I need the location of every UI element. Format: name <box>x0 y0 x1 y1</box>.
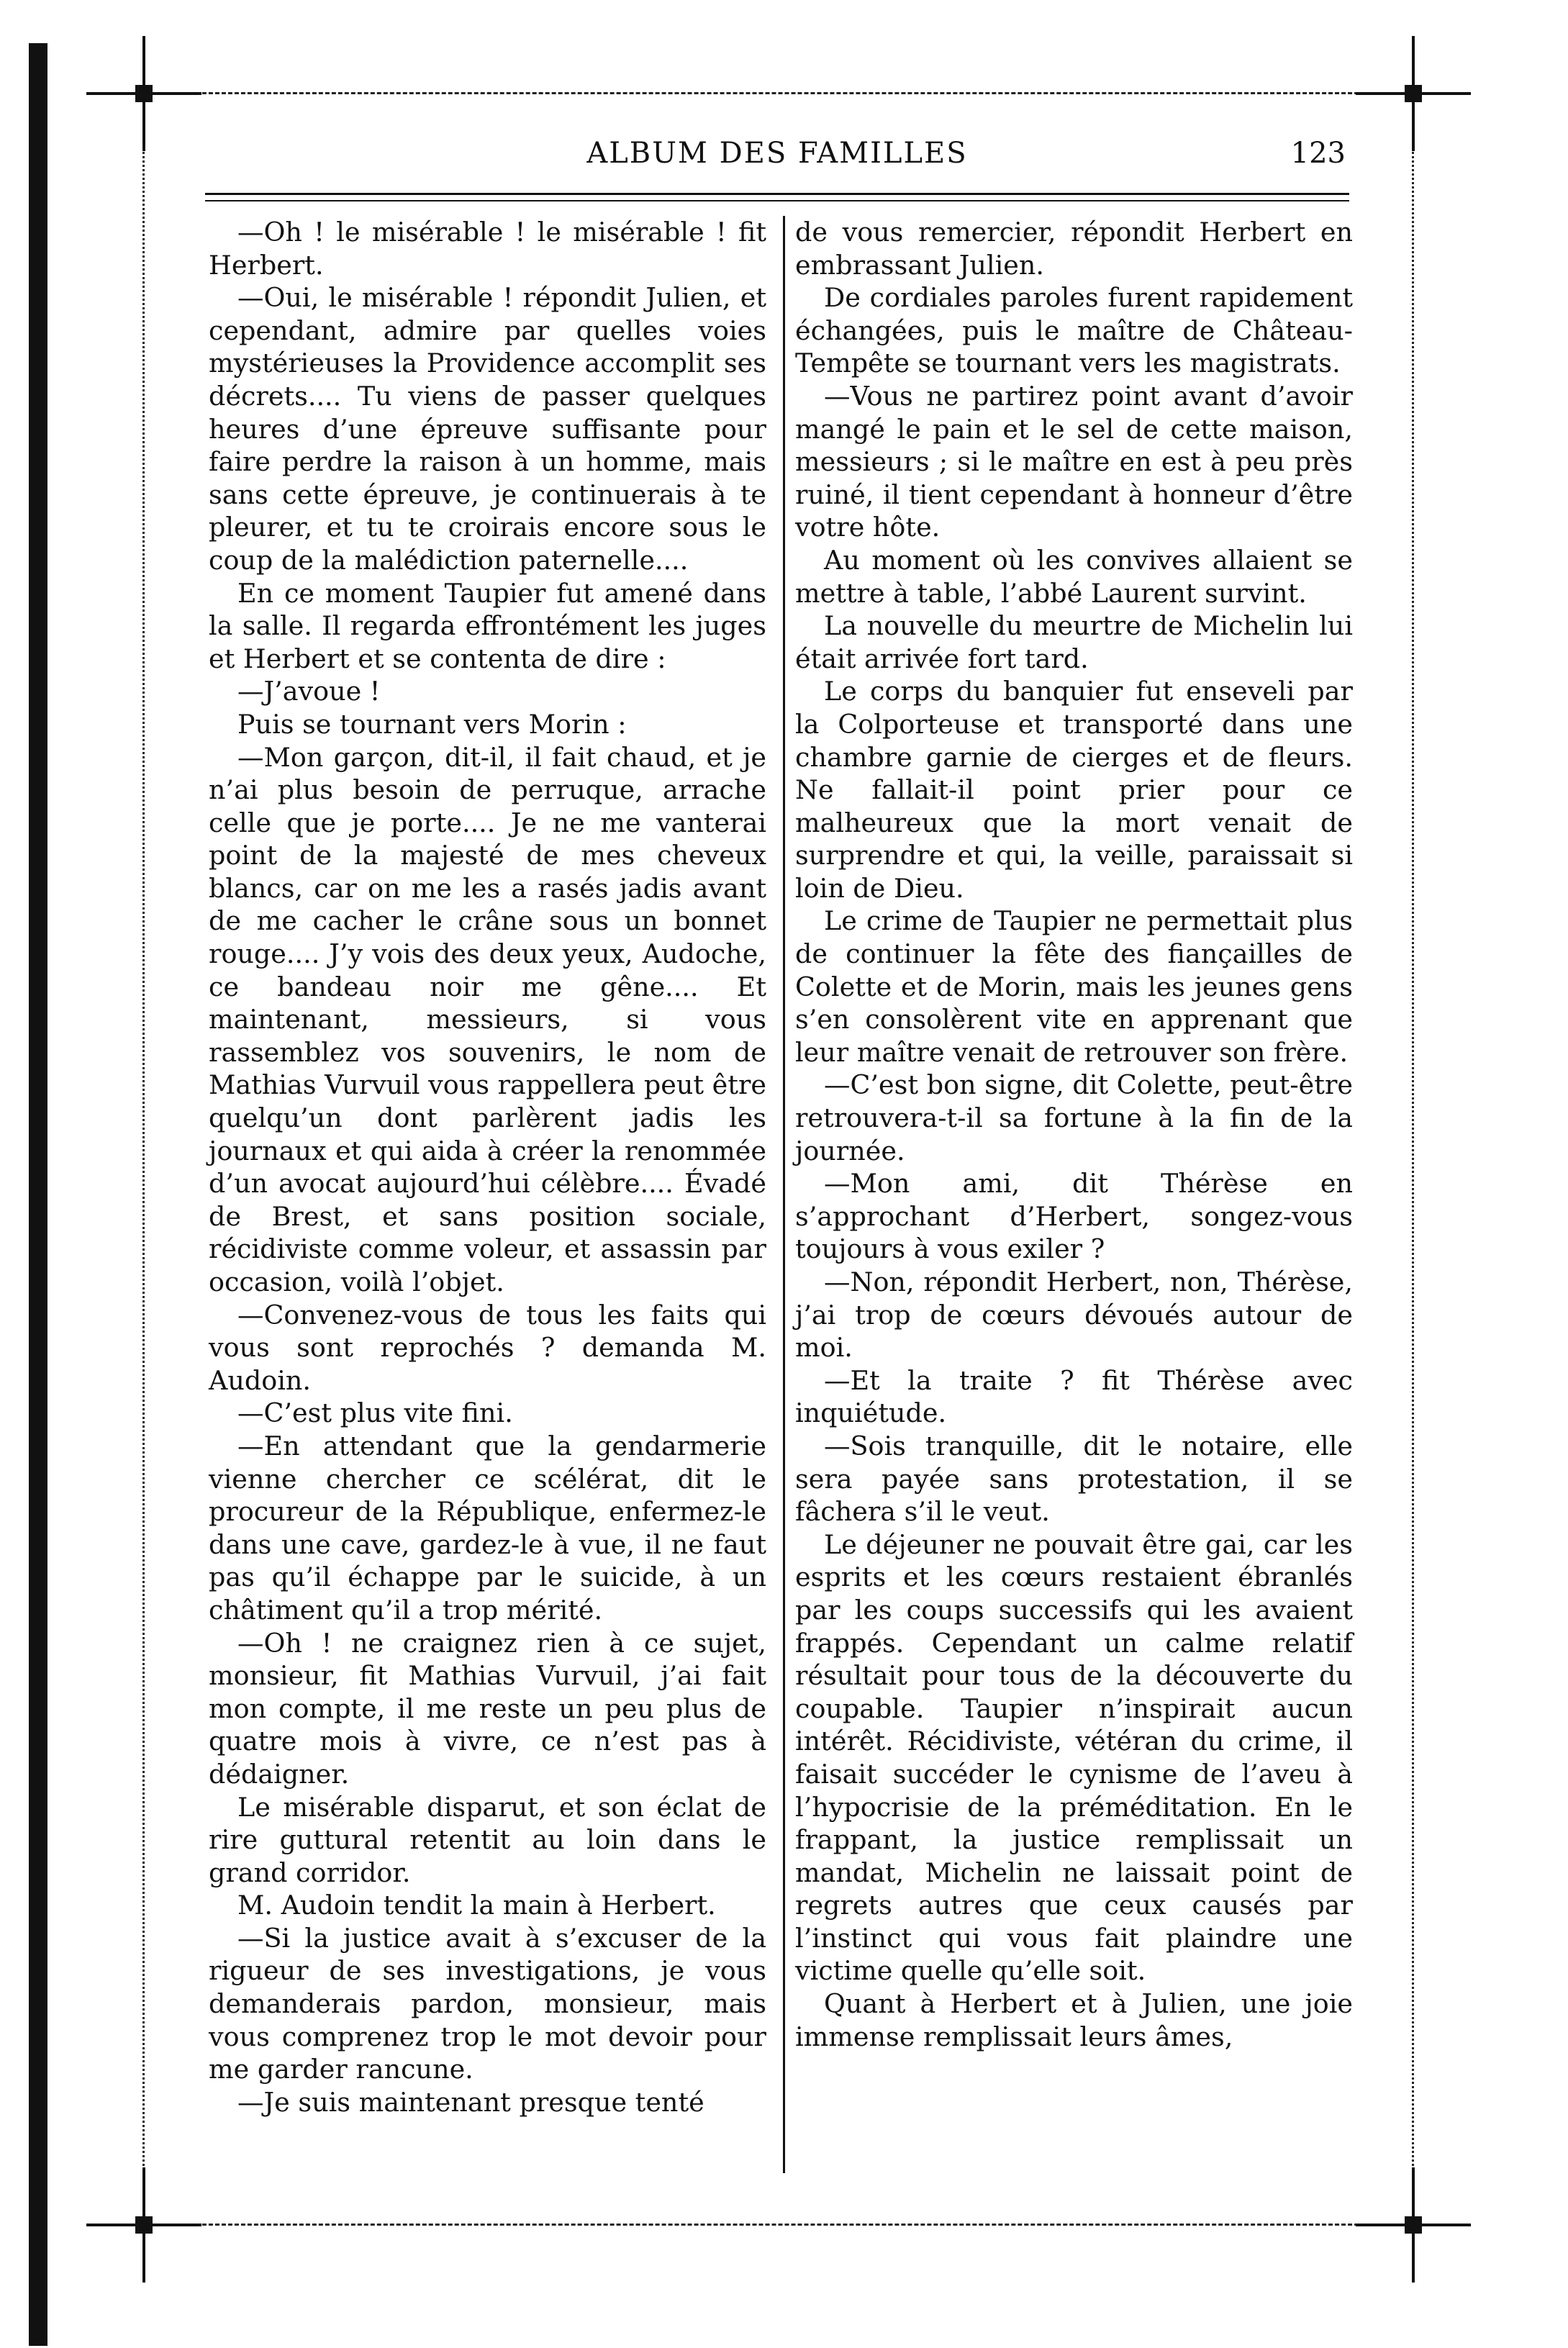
corner-ornament-icon <box>1399 2211 1428 2239</box>
paragraph: —Oui, le misérable ! répondit Julien, et cependant, admire par quelles voies mystérieuses la Providence accomplit ses décrets.... Tu viens de passer quelques heures d’une épreuve suffisante pour faire perdre la raison à un homme, mais sans cette épreuve, je continuerais à te pleurer, et tu te croirais encore sous le coup de la malédiction paternelle.... <box>209 282 766 576</box>
paragraph: —C’est plus vite fini. <box>237 1397 513 1429</box>
paragraph: De cordiales paroles furent rapidement échangées, puis le maître de Château-Tempête se tournant vers les magistrats. <box>795 282 1353 379</box>
paragraph: —Convenez-vous de tous les faits qui vous sont reprochés ? demanda M. Audoin. <box>209 1299 766 1396</box>
column-divider <box>783 216 785 2173</box>
paragraph: Le déjeuner ne pouvait être gai, car les esprits et les cœurs restaient ébranlés par les coups successifs qui les avaient frappés. Cependant un calme relatif résultait pour tous de la découverte du coupable. Taupier n’inspirait aucun intérêt. Récidiviste, vétéran du crime, il faisait succéder le cynisme de l’aveu à l’hypocrisie de la préméditation. En le frappant, la justice remplissait un mandat, Michelin ne laissait point de regrets autres que ceux causés par l’instinct qui vous fait plaindre une victime quelle qu’elle soit. <box>795 1528 1353 1987</box>
left-margin-bar <box>29 43 47 2346</box>
ornamental-border-bottom <box>144 2224 1410 2226</box>
paragraph: —Et la traite ? fit Thérèse avec inquiétude. <box>795 1364 1353 1429</box>
paragraph: Quant à Herbert et à Julien, une joie immense remplissait leurs âmes, <box>795 1988 1353 2052</box>
paragraph: —Oh ! ne craignez rien à ce sujet, monsieur, fit Mathias Vurvuil, j’ai fait mon compte, il me reste un peu plus de quatre mois à vivre, ce n’est pas à dédaigner. <box>209 1627 766 1790</box>
header-rule <box>205 193 1349 195</box>
running-header <box>209 137 1346 180</box>
paragraph: —Oh ! le misérable ! le misérable ! fit Herbert. <box>209 217 766 281</box>
paragraph: Le misérable disparut, et son éclat de rire guttural retentit au loin dans le grand corridor. <box>209 1791 766 1888</box>
paragraph: —Vous ne partirez point avant d’avoir mangé le pain et le sel de cette maison, messieurs ; si le maître en est à peu près ruiné, il tient cependant à honneur d’être votre hôte. <box>795 380 1353 543</box>
paragraph: Le crime de Taupier ne permettait plus de continuer la fête des fiançailles de Colette et de Morin, mais les jeunes gens s’en consolèrent vite en apprenant que leur maître venait de retrouver son frère. <box>795 905 1353 1068</box>
paragraph: —Non, répondit Herbert, non, Thérèse, j’ai trop de cœurs dévoués autour de moi. <box>795 1266 1353 1364</box>
paragraph: —En attendant que la gendarmerie vienne chercher ce scélérat, dit le procureur de la République, enfermez-le dans une cave, gardez-le à vue, il ne faut pas qu’il échappe par le suicide, à un châtiment qu’il a trop mérité. <box>209 1430 766 1626</box>
paragraph: —C’est bon signe, dit Colette, peut-être retrouvera-t-il sa fortune à la fin de la journée. <box>795 1069 1353 1166</box>
text-column-left <box>209 216 766 2118</box>
ornamental-border-top <box>144 92 1410 94</box>
paragraph: —Sois tranquille, dit le notaire, elle sera payée sans protestation, il se fâchera s’il le veut. <box>795 1430 1353 1528</box>
paragraph: Puis se tournant vers Morin : <box>237 708 627 740</box>
ornamental-border-right <box>1412 130 1414 2188</box>
paragraph: La nouvelle du meurtre de Michelin lui était arrivée fort tard. <box>795 610 1353 674</box>
paragraph: —J’avoue ! <box>237 676 381 707</box>
paragraph: En ce moment Taupier fut amené dans la salle. Il regarda effrontément les juges et Herbert et se contenta de dire : <box>209 577 766 674</box>
page-number: 123 <box>1290 137 1346 170</box>
corner-ornament-icon <box>130 2211 158 2239</box>
ornamental-border-left <box>142 130 145 2188</box>
text-column-right <box>795 216 1353 2053</box>
paragraph: —Mon ami, dit Thérèse en s’approchant d’Herbert, songez-vous toujours à vous exiler ? <box>795 1168 1353 1265</box>
paragraph: Le corps du banquier fut enseveli par la Colporteuse et transporté dans une chambre garnie de cierges et de fleurs. Ne fallait-il point prier pour ce malheureux que la mort venait de surprendre et qui, la veille, paraissait si loin de Dieu. <box>795 676 1353 904</box>
header-rule <box>205 200 1349 201</box>
running-title: ALBUM DES FAMILLES <box>586 137 968 170</box>
paragraph: Au moment où les convives allaient se mettre à table, l’abbé Laurent survint. <box>795 544 1353 609</box>
paragraph: —Je suis maintenant presque tenté <box>237 2086 704 2118</box>
paragraph: M. Audoin tendit la main à Herbert. <box>237 1890 716 1921</box>
paragraph: —Mon garçon, dit-il, il fait chaud, et je n’ai plus besoin de perruque, arrache celle que je porte.... Je ne me vanterai point de la majesté de mes cheveux blancs, car on me les a rasés jadis avant de me cacher le crâne sous un bonnet rouge.... J’y vois des deux yeux, Audoche, ce bandeau noir me gêne.... Et maintenant, messieurs, si vous rassemblez vos souvenirs, le nom de Mathias Vurvuil vous rappellera peut être quelqu’un dont parlèrent jadis les journaux et qui aida à créer la renommée d’un avocat aujourd’hui célèbre.... Évadé de Brest, et sans position sociale, récidiviste comme voleur, et assassin par occasion, voilà l’objet. <box>209 741 766 1297</box>
corner-ornament-icon <box>1399 79 1428 108</box>
paragraph: de vous remercier, répondit Herbert en embrassant Julien. <box>795 217 1353 281</box>
corner-ornament-icon <box>130 79 158 108</box>
paragraph: —Si la justice avait à s’excuser de la rigueur de ses investigations, je vous demanderais pardon, monsieur, mais vous comprenez trop le mot devoir pour me garder rancune. <box>209 1922 766 2085</box>
